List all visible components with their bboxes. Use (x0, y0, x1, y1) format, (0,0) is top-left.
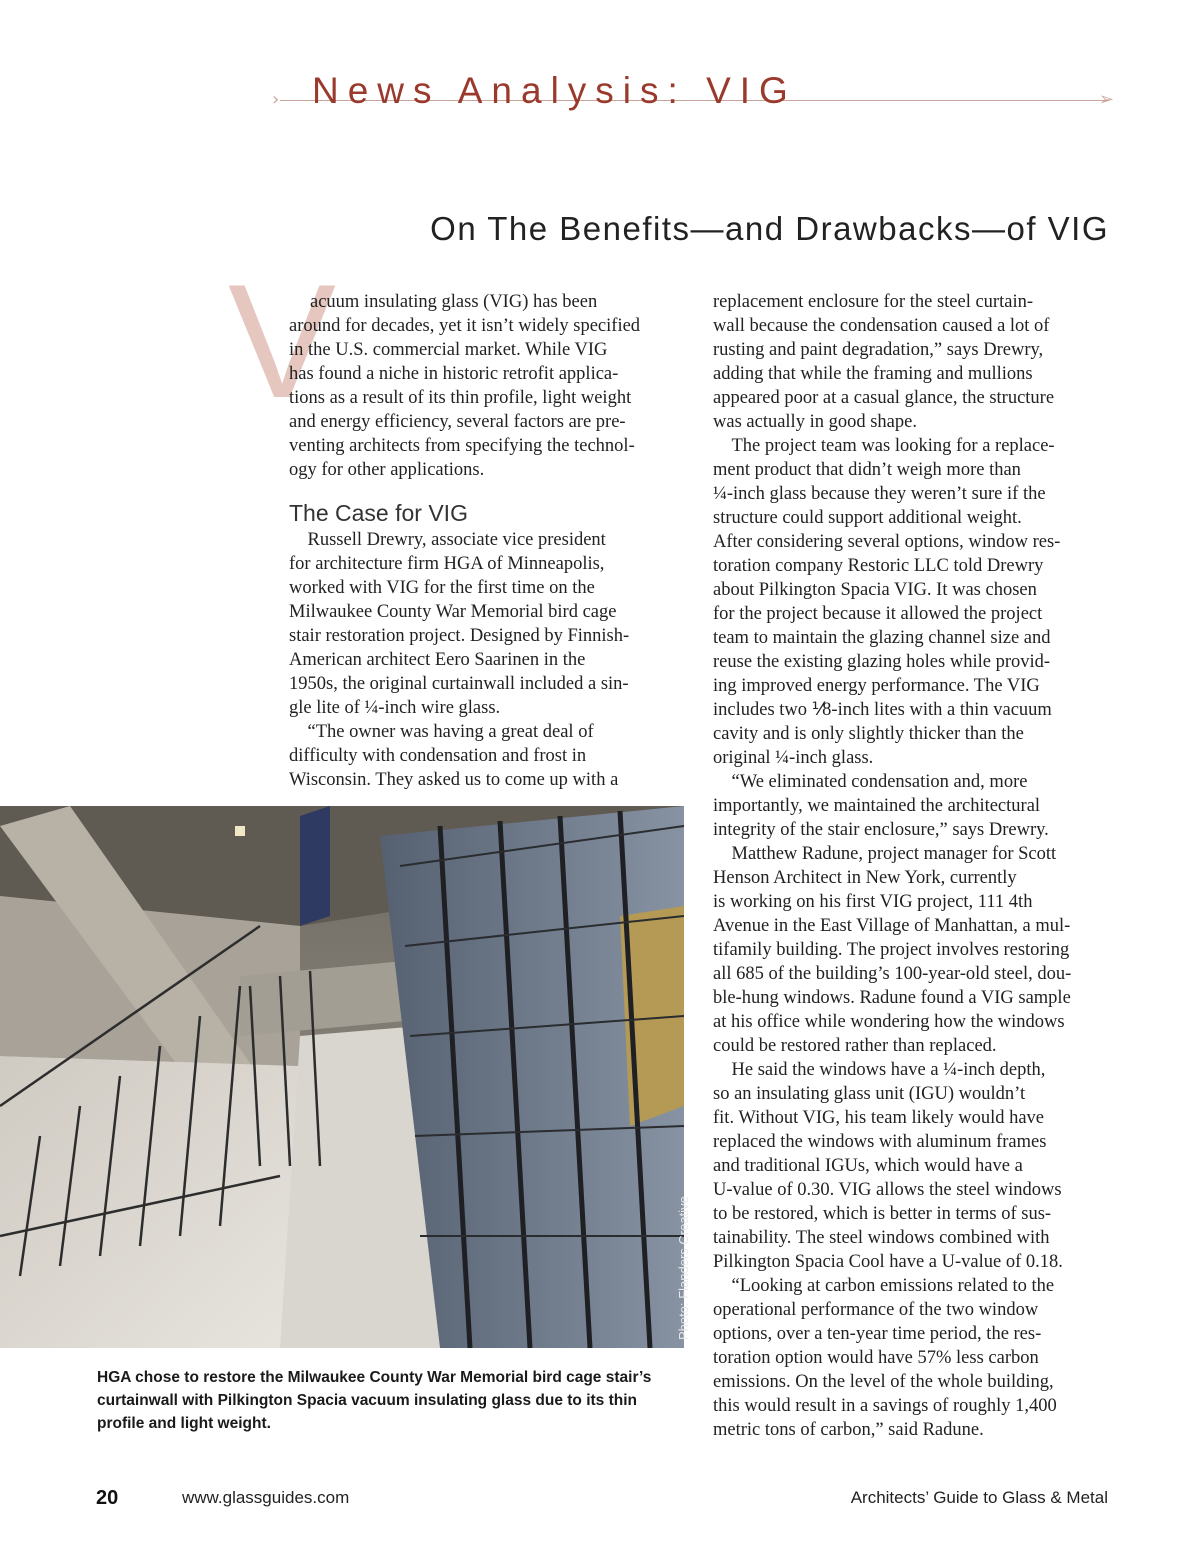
text-line: operational performance of the two window (713, 1300, 1039, 1320)
text-line: for architecture firm HGA of Minneapolis, (289, 554, 605, 574)
article-title: On The Benefits—and Drawbacks—of VIG (430, 210, 1109, 247)
text-line: around for decades, yet it isn’t widely specified (289, 316, 641, 336)
text-line: tainability. The steel windows combined with (713, 1228, 1050, 1248)
text-line: U-value of 0.30. VIG allows the steel windows (713, 1180, 1062, 1200)
text-line: adding that while the framing and mullions (713, 364, 1033, 384)
text-line: toration company Restoric LLC told Drewry (713, 556, 1044, 576)
text-line: After considering several options, window res- (713, 532, 1061, 552)
text-line: toration option would have 57% less carbon (713, 1348, 1039, 1368)
text-line: this would result in a savings of roughly 1,400 (713, 1396, 1057, 1416)
subheading: The Case for VIG (289, 500, 468, 526)
text-line: ¼-inch glass because they weren’t sure if the (713, 484, 1046, 504)
text-line: 1950s, the original curtainwall included a sin- (289, 674, 629, 694)
text-line: and traditional IGUs, which would have a (713, 1156, 1023, 1176)
section-title: News Analysis: VIG (312, 70, 797, 111)
text-line: is working on his first VIG project, 111 4th (713, 892, 1033, 912)
text-line: and energy efficiency, several factors are pre- (289, 412, 626, 432)
text-line: tifamily building. The project involves restoring (713, 940, 1070, 960)
text-line: for the project because it allowed the project (713, 604, 1043, 624)
text-line: worked with VIG for the first time on the (289, 578, 595, 598)
text-line: He said the windows have a ¼-inch depth, (713, 1060, 1046, 1080)
text-line: in the U.S. commercial market. While VIG (289, 340, 608, 360)
drop-cap: V (228, 251, 337, 432)
stairwell-illustration (0, 806, 684, 1348)
text-line: gle lite of ¼-inch wire glass. (289, 698, 501, 718)
text-line: Henson Architect in New York, currently (713, 868, 1017, 888)
text-line: ing improved energy performance. The VIG (713, 676, 1040, 696)
intro-paragraph (289, 290, 689, 482)
text-line: fit. Without VIG, his team likely would have (713, 1108, 1045, 1128)
text-line: difficulty with condensation and frost in (289, 746, 587, 766)
footer-url[interactable]: www.glassguides.com (182, 1488, 350, 1507)
section-header (272, 66, 1114, 136)
publication-name: Architects’ Guide to Glass & Metal (850, 1488, 1108, 1507)
text-line: Wisconsin. They asked us to come up with a (289, 770, 619, 790)
text-line: rusting and paint degradation,” says Drewry, (713, 340, 1044, 360)
text-line: about Pilkington Spacia VIG. It was chosen (713, 580, 1037, 600)
text-line: “Looking at carbon emissions related to the (713, 1276, 1055, 1296)
text-line: has found a niche in historic retrofit applica- (289, 364, 619, 384)
text-line: could be restored rather than replaced. (713, 1036, 997, 1056)
text-line: replaced the windows with aluminum frames (713, 1132, 1047, 1152)
text-line: cavity and is only slightly thicker than the (713, 724, 1024, 744)
text-line: The project team was looking for a replace- (713, 436, 1055, 456)
text-line: options, over a ten-year time period, the res- (713, 1324, 1042, 1344)
text-line: venting architects from specifying the technol- (289, 436, 635, 456)
text-line: so an insulating glass unit (IGU) wouldn’t (713, 1084, 1026, 1104)
text-line: American architect Eero Saarinen in the (289, 650, 586, 670)
text-line: acuum insulating glass (VIG) has been (310, 292, 598, 312)
text-line: Matthew Radune, project manager for Scott (713, 844, 1057, 864)
text-line: structure could support additional weight. (713, 508, 1022, 528)
text-line: Pilkington Spacia Cool have a U-value of 0.18. (713, 1252, 1063, 1272)
text-line: was actually in good shape. (713, 412, 917, 432)
body-paragraphs (289, 528, 689, 792)
photo-credit: Photo: Flanders Creative (676, 1196, 691, 1340)
stairwell-photo (0, 806, 684, 1348)
text-line: tions as a result of its thin profile, light weight (289, 388, 632, 408)
text-line: ble-hung windows. Radune found a VIG sample (713, 988, 1071, 1008)
text-line: ment product that didn’t weigh more than (713, 460, 1021, 480)
text-line: stair restoration project. Designed by Finnish- (289, 626, 630, 646)
text-line: wall because the condensation caused a lot of (713, 316, 1050, 336)
arrow-right-icon: ➢ (1098, 89, 1114, 110)
text-line: team to maintain the glazing channel size and (713, 628, 1051, 648)
text-line: ogy for other applications. (289, 460, 485, 480)
text-line: original ¼-inch glass. (713, 748, 874, 768)
text-line: reuse the existing glazing holes while provid- (713, 652, 1051, 672)
right-column (713, 290, 1113, 1442)
chevron-right-icon: › (272, 89, 280, 110)
text-line: at his office while wondering how the windows (713, 1012, 1065, 1032)
text-line: Russell Drewry, associate vice president (289, 530, 606, 550)
left-column (289, 290, 689, 792)
text-line: Avenue in the East Village of Manhattan, a mul- (713, 916, 1071, 936)
text-line: includes two ⅟8-inch lites with a thin vacuum (713, 700, 1052, 720)
photo-caption: HGA chose to restore the Milwaukee County War Memorial bird cage stair’s curtainwall with Pilkington Spacia vacuum insulating glass due to its thin profile and light weight. (97, 1369, 652, 1432)
text-line: importantly, we maintained the architectural (713, 796, 1041, 816)
text-line: emissions. On the level of the whole building, (713, 1372, 1054, 1392)
text-line: all 685 of the building’s 100-year-old steel, dou- (713, 964, 1072, 984)
text-line: to be restored, which is better in terms of sus- (713, 1204, 1052, 1224)
text-line: “We eliminated condensation and, more (713, 772, 1028, 792)
text-line: metric tons of carbon,” said Radune. (713, 1420, 984, 1440)
text-line: integrity of the stair enclosure,” says Drewry. (713, 820, 1049, 840)
text-line: appeared poor at a casual glance, the structure (713, 388, 1055, 408)
text-line: Milwaukee County War Memorial bird cage (289, 602, 617, 622)
text-line: “The owner was having a great deal of (289, 722, 594, 742)
text-line: replacement enclosure for the steel curtain- (713, 292, 1033, 312)
page-number: 20 (96, 1487, 119, 1509)
